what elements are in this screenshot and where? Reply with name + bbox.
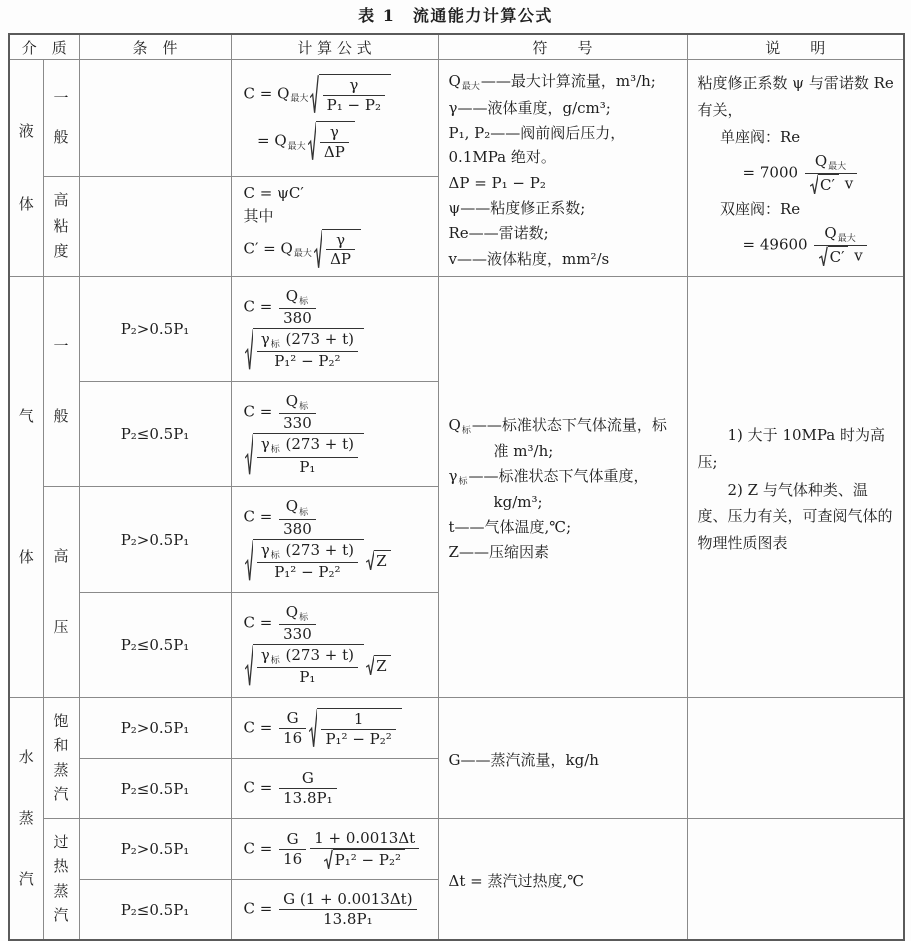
cell-symbols-gas: $Q_标——$标准状态下气体流量，标准 m³/h; $\gamma_标——$标准状态下气体重度，kg/m³; t——气体温度,℃; Z——压缩因素 [438,276,687,697]
cell-condition-steam-2: P₂≤0.5P₁ [79,759,231,819]
cell-notes-liquid: 粘度修正系数 ψ 与雷诺数 Re 有关， 单座阀：Re = 7000 $Q_{最大}$ C′ v 双座阀：Re = 49600 $Q_{最大}$ C′ v [687,60,904,277]
cell-formula-steam-1: C = $\frac{G}{16}$ $\frac{1}{\text{P₁² − P₂²}}$ [231,697,438,759]
cell-condition-steam-3: P₂>0.5P₁ [79,818,231,880]
submedium-liquid-viscous-label: 高 粘 度 [53,191,69,261]
medium-liquid-label: 液 体 [18,121,34,213]
cell-medium-steam [9,697,43,940]
cell-condition-steam-4: P₂≤0.5P₁ [79,880,231,940]
cell-medium-gas [9,276,43,697]
page-title: 表 1 流通能力计算公式 [358,6,553,25]
medium-steam-label: 水 蒸 汽 [18,747,34,888]
submedium-gas-high-label: 高 压 [53,547,69,637]
cell-submedium-steam-superheated [43,818,79,940]
submedium-liquid-general-label: 一 般 [53,88,69,147]
cell-formula-liquid-general: $C = Q_{最大}$ $\frac{\gamma}{\text{P₁ − P₂}}$ = $Q_{最大}$ $\frac{\gamma}{\Delta P}$ [231,60,438,177]
cell-notes-steam-superheated [687,818,904,940]
submedium-steam-saturated-label: 饱 和 蒸 汽 [53,711,69,804]
cell-condition-liquid-general [79,60,231,177]
cell-submedium-liquid-viscous [43,176,79,276]
medium-gas-label: 气 体 [18,406,34,566]
row-liquid-general [9,60,904,177]
cell-medium-liquid [9,60,43,277]
cell-notes-gas: 1) 大于 10MPa 时为高压; 2) Z 与气体种类、温度、压力有关，可查阅气体的物理性质图表 [687,276,904,697]
cell-condition-liquid-viscous [79,176,231,276]
cell-submedium-liquid-general [43,60,79,177]
header-note: 说 明 [687,34,904,60]
cell-submedium-gas-high [43,487,79,698]
submedium-steam-superheated-label: 过 热 蒸 汽 [53,832,69,925]
cell-notes-steam-saturated [687,697,904,818]
cell-formula-steam-3: C = $\frac{G}{16}$ $\frac{1 + 0.0013\Delta t}{\text{P₁² − P₂²}}$ [231,818,438,880]
cell-condition-gas-1: P₂>0.5P₁ [79,276,231,381]
cell-formula-liquid-viscous: C = ψC′ 其中 $C' = Q_{最大}$ $\frac{\gamma}{\Delta P}$ [231,176,438,276]
cell-condition-gas-4: P₂≤0.5P₁ [79,592,231,697]
submedium-gas-general-label: 一 般 [53,336,69,426]
cell-formula-gas-3: C = $Q_标$ 380 $\gamma_标$ (273 + t) P₁² − P₂² Z [231,487,438,592]
row-gas-1 [9,276,904,381]
cell-submedium-steam-saturated [43,697,79,818]
cell-condition-gas-3: P₂>0.5P₁ [79,487,231,592]
cell-formula-gas-2: C = $Q_标$ 330 $\gamma_标$ (273 + t) P₁ [231,382,438,487]
cell-formula-gas-1: C = $Q_标$ 380 $\gamma_标$ (273 + t) P₁² − P₂² [231,276,438,381]
cell-symbols-steam-superheated: Δt = 蒸汽过热度,℃ [438,818,687,940]
formula-table [8,33,905,941]
cell-condition-steam-1: P₂>0.5P₁ [79,697,231,759]
cell-symbols-steam-saturated: G——蒸汽流量，kg/h [438,697,687,818]
header-condition: 条 件 [79,34,231,60]
table-header-row [9,34,904,60]
row-steam-1 [9,697,904,759]
header-formula: 计 算 公 式 [231,34,438,60]
cell-symbols-liquid: $Q_{最大}——$最大计算流量，m³/h; γ——液体重度，g/cm³; P₁, P₂——阀前阀后压力，0.1MPa 绝对。 ΔP = P₁ − P₂ ψ——粘度修正系数; Re——雷诺数; v——液体粘度，mm²/s [438,60,687,277]
header-symbol: 符 号 [438,34,687,60]
cell-formula-steam-2: C = $\frac{G}{\text{13.8P₁}}$ [231,759,438,819]
header-medium: 介 质 [9,34,79,60]
cell-formula-gas-4: C = $Q_标$ 330 $\gamma_标$ (273 + t) P₁ Z [231,592,438,697]
cell-condition-gas-2: P₂≤0.5P₁ [79,382,231,487]
cell-formula-steam-4: C = $\frac{G (1 + 0.0013\Delta t)}{\text{13.8P₁}}$ [231,880,438,940]
cell-submedium-gas-general [43,276,79,487]
row-steam-3 [9,818,904,880]
